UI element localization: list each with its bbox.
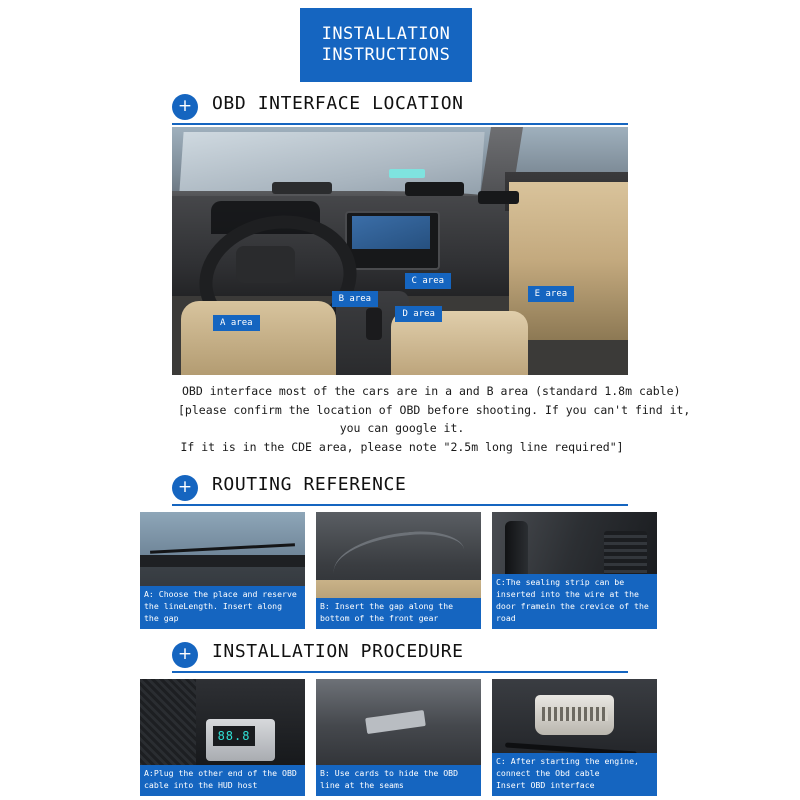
- photo-steering-hub: [236, 246, 295, 283]
- page-title: [300, 8, 472, 82]
- photo-air-vent-2: [478, 191, 519, 203]
- area-tag-b: B area: [332, 291, 379, 307]
- photo-rearview-mirror: [272, 182, 331, 194]
- procedure-caption-a: [140, 765, 305, 796]
- routing-photo-b: [316, 512, 481, 629]
- installation-procedure-row: [140, 679, 660, 796]
- area-tag-a: A area: [213, 315, 260, 331]
- divider: [172, 671, 628, 673]
- section-header-installation-procedure: [172, 640, 628, 674]
- routing-photo-a: [140, 512, 305, 629]
- caption-line: connect the Obd cable: [496, 768, 600, 779]
- plus-icon: +: [172, 475, 198, 501]
- plus-icon: +: [172, 94, 198, 120]
- section-title: OBD INTERFACE LOCATION: [212, 93, 464, 114]
- photo-door-panel: [509, 182, 628, 341]
- divider: [172, 123, 628, 125]
- caption-line-1: OBD interface most of the cars are in a and B area (standard 1.8m cable): [182, 384, 681, 398]
- caption-line-3: you can google it.: [339, 421, 465, 436]
- photo-air-vent-1: [405, 182, 464, 197]
- routing-photo-c: [492, 512, 657, 629]
- caption-line: C: After starting the engine,: [496, 756, 639, 767]
- divider: [172, 504, 628, 506]
- photo-gear-shifter: [366, 308, 382, 340]
- section-header-obd-interface-location: [172, 92, 628, 126]
- caption-line: B: Insert the gap along the: [320, 601, 454, 612]
- plus-icon: +: [172, 642, 198, 668]
- section-header-routing-reference: [172, 473, 628, 507]
- caption-line: the lineLength. Insert along the gap: [144, 601, 283, 624]
- procedure-photo-c: [492, 679, 657, 796]
- caption-line: Insert OBD interface: [496, 780, 595, 791]
- routing-caption-b: [316, 598, 481, 629]
- caption-line: bottom of the front gear: [320, 613, 439, 624]
- area-tag-d: D area: [395, 306, 442, 322]
- obd-location-caption: [172, 382, 691, 457]
- photo-hud-display: [389, 169, 425, 178]
- caption-line: A:Plug the other end of the OBD: [144, 768, 297, 779]
- procedure-caption-c: [492, 753, 657, 796]
- caption-line: cable into the HUD host: [144, 780, 258, 791]
- caption-line-2: [please confirm the location of OBD before shooting. If you can't find it,: [178, 402, 691, 417]
- page-title-line1: INSTALLATION: [321, 24, 451, 45]
- caption-line: A: Choose the place and reserve: [144, 589, 297, 600]
- section-title: INSTALLATION PROCEDURE: [212, 641, 464, 662]
- procedure-photo-b: [316, 679, 481, 796]
- hud-display-value: 88.8: [213, 726, 256, 746]
- procedure-photo-a: [140, 679, 305, 796]
- caption-line-4: If it is in the CDE area, please note "2.5m long line required"]: [180, 439, 624, 454]
- area-tag-e: E area: [528, 286, 575, 302]
- caption-line: inserted into the wire at the: [496, 589, 639, 600]
- photo-infotainment-screen: [352, 216, 430, 248]
- caption-line: B: Use cards to hide the OBD: [320, 768, 459, 779]
- procedure-caption-b: [316, 765, 481, 796]
- car-interior-photo: [172, 127, 628, 375]
- photo-driver-seat: [181, 301, 336, 375]
- routing-caption-c: [492, 574, 657, 629]
- area-tag-c: C area: [405, 273, 452, 289]
- caption-line: C:The sealing strip can be: [496, 577, 625, 588]
- routing-reference-row: [140, 512, 660, 629]
- photo-obd-pins: [542, 707, 608, 721]
- routing-caption-a: [140, 586, 305, 629]
- section-title: ROUTING REFERENCE: [212, 474, 407, 495]
- caption-line: door framein the crevice of the road: [496, 601, 649, 624]
- caption-line: line at the seams: [320, 780, 404, 791]
- page-title-line2: INSTRUCTIONS: [321, 45, 451, 65]
